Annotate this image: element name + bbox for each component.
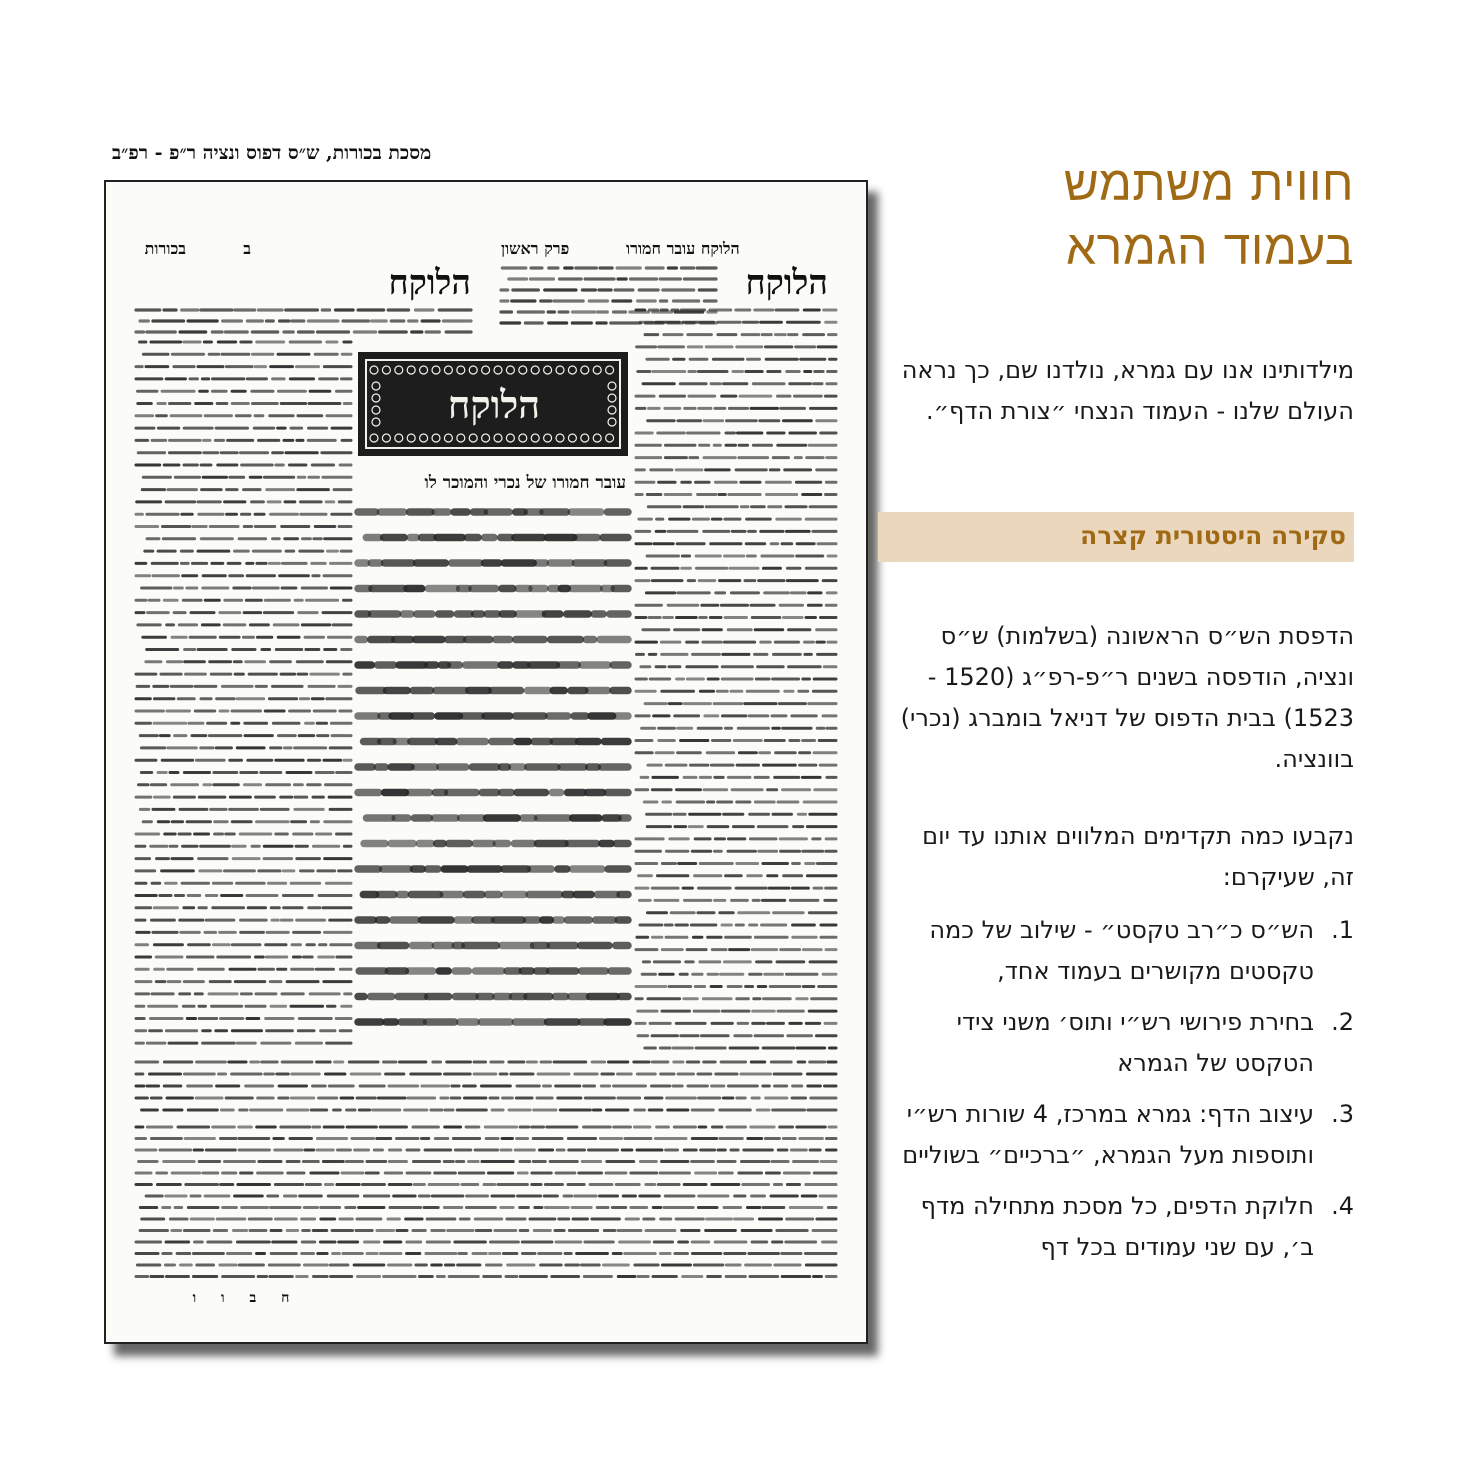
commentary-bottom-split-lines xyxy=(136,1062,836,1110)
precedents-intro: נקבעו כמה תקדימים המלווים אותנו עד יום זה, שעיקרם: xyxy=(922,822,1354,891)
page-title-line1: חווית משתמש xyxy=(1063,156,1354,212)
figure-caption: מסכת בכורות, ש״ס דפוס ונציה ר״פ - רפ״ב xyxy=(112,142,432,164)
decorated-initial-word: הלוקח xyxy=(447,382,541,427)
page-header-center: פרק ראשון xyxy=(501,239,570,258)
section-heading-bar xyxy=(878,512,1354,562)
page-header-left: בכורות xyxy=(144,239,186,258)
list-item xyxy=(900,1002,1354,1084)
list-item-number: 3. xyxy=(1331,1100,1354,1128)
page-footer-marks: ח ב ו ו xyxy=(192,1290,300,1306)
intro-paragraph: מילדותינו אנו עם גמרא, נולדנו שם, כך נראה העולם שלנו - העמוד הנצחי ״צורת הדף״. xyxy=(901,356,1354,425)
main-text-opening: עובר חמורו של נכרי והמוכר לו xyxy=(424,473,626,493)
list-item xyxy=(900,910,1354,992)
big-headword-right: הלוקח xyxy=(745,263,828,303)
decorated-initial-block xyxy=(358,352,628,456)
talmud-page-scan xyxy=(104,180,868,1344)
history-paragraph: הדפסת הש״ס הראשונה (בשלמות) ש״ס ונציה, הודפסה בשנים ר״פ-רפ״ג (1520 - 1523) בבית הדפוס של דניאל בומברג (נכרי) בוונציה. xyxy=(900,622,1354,773)
list-item-text: עיצוב הדף: גמרא במרכז, 4 שורות רש״י ותוספות מעל הגמרא, ״ברכיים״ בשוליים xyxy=(902,1100,1314,1169)
page-title-line2: בעמוד הגמרא xyxy=(1066,220,1354,276)
page-header-right: הלוקח עובר חמורו xyxy=(626,239,740,258)
list-item-number: 1. xyxy=(1331,916,1354,944)
page-header-left-letter: ב xyxy=(243,239,251,258)
big-headword-center: הלוקח xyxy=(388,263,471,303)
precedents-list xyxy=(900,910,1354,1278)
tosafot-top-lines xyxy=(136,310,471,332)
list-item-text: הש״ס כ״רב טקסט״ - שילוב של כמה טקסטים מקושרים בעמוד אחד, xyxy=(929,916,1314,985)
rashi-column-lines xyxy=(636,310,836,1048)
list-item xyxy=(900,1094,1354,1176)
list-item-number: 4. xyxy=(1331,1192,1354,1220)
section-heading: סקירה היסטורית קצרה xyxy=(1080,521,1346,550)
commentary-bottom-lines xyxy=(136,1127,836,1277)
page-title xyxy=(880,152,1354,280)
gemara-lines xyxy=(358,512,628,1022)
list-item xyxy=(900,1186,1354,1268)
tosafot-column-lines xyxy=(136,342,351,1043)
list-item-text: חלוקת הדפים, כל מסכת מתחילה מדף ב׳, עם שני עמודים בכל דף xyxy=(920,1192,1314,1261)
list-item-text: בחירת פירושי רש״י ותוס׳ משני צידי הטקסט של הגמרא xyxy=(956,1008,1314,1077)
rashi-top-lines xyxy=(501,268,716,323)
list-item-number: 2. xyxy=(1331,1008,1354,1036)
